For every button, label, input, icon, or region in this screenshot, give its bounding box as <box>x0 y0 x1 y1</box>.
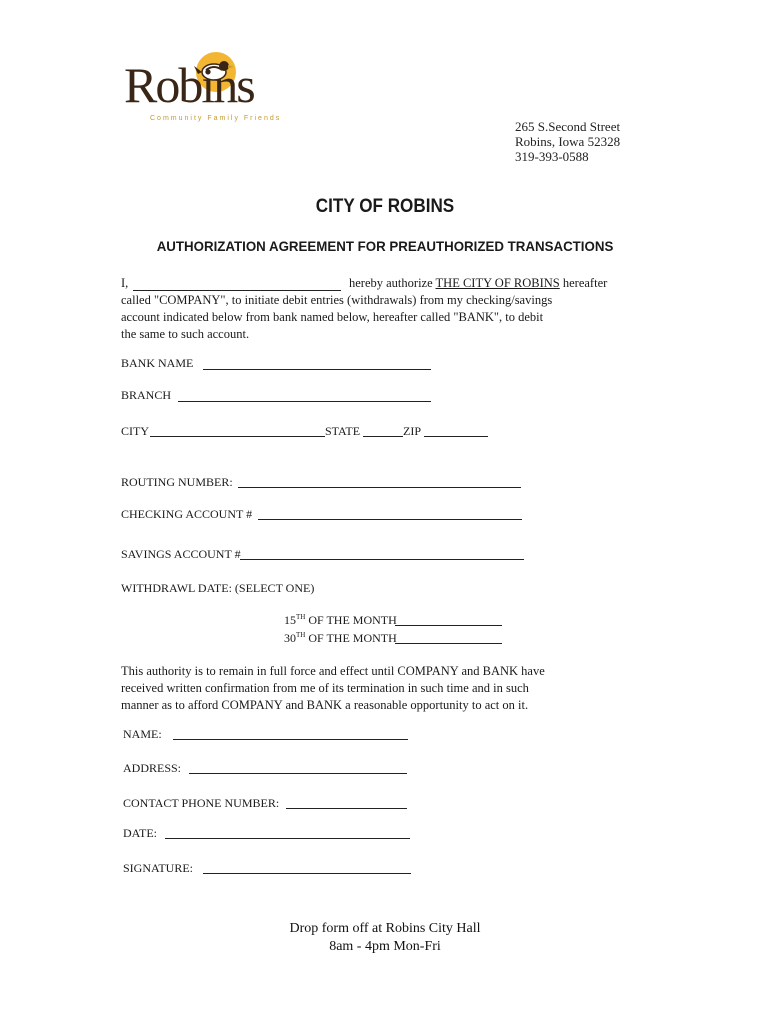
routing-field[interactable] <box>238 487 521 488</box>
bank-name-field[interactable] <box>203 369 431 370</box>
contact-phone-label: CONTACT PHONE NUMBER: <box>123 796 280 810</box>
address-phone: 319-393-0588 <box>515 149 589 164</box>
branch-field[interactable] <box>178 401 431 402</box>
date-label: DATE: <box>123 826 157 840</box>
signature-label: SIGNATURE: <box>123 861 194 875</box>
savings-label: SAVINGS ACCOUNT # <box>121 547 241 561</box>
option-15th-field[interactable] <box>395 625 502 626</box>
address-label: ADDRESS: <box>123 761 182 775</box>
intro-line-3: account indicated below from bank named below, hereafter called "BANK", to debit <box>121 310 544 324</box>
signature-field[interactable] <box>203 873 411 874</box>
city-field[interactable] <box>150 436 325 437</box>
page-subtitle: AUTHORIZATION AGREEMENT FOR PREAUTHORIZED TRANSACTIONS <box>156 238 614 254</box>
contact-phone-field[interactable] <box>286 808 407 809</box>
name-field[interactable] <box>173 739 408 740</box>
date-field[interactable] <box>165 838 410 839</box>
state-label: STATE <box>325 424 361 438</box>
zip-field[interactable] <box>424 436 488 437</box>
authority-line-1: This authority is to remain in full force and effect until COMPANY and BANK have <box>121 664 545 678</box>
name-label: NAME: <box>123 727 162 741</box>
page-title: CITY OF ROBINS <box>315 196 455 217</box>
checking-field[interactable] <box>258 519 522 520</box>
option-15th: 15TH OF THE MONTH <box>284 613 397 627</box>
footer-dropoff: Drop form off at Robins City Hall <box>289 921 481 936</box>
footer-hours: 8am - 4pm Mon-Fri <box>329 939 441 954</box>
checking-label: CHECKING ACCOUNT # <box>121 507 253 521</box>
branch-label: BRANCH <box>121 388 172 402</box>
routing-label: ROUTING NUMBER: <box>121 475 233 489</box>
address-street: 265 S.Second Street <box>515 119 621 134</box>
authority-line-2: received written confirmation from me of its termination in such time and in such <box>121 681 529 695</box>
intro-i-label: I, <box>121 276 129 290</box>
intro-authorize-text: hereby authorize THE CITY OF ROBINS hereafter <box>349 276 608 290</box>
option-30th-field[interactable] <box>395 643 502 644</box>
address-city-state: Robins, Iowa 52328 <box>515 134 621 149</box>
intro-line-4: the same to such account. <box>121 327 250 341</box>
state-field[interactable] <box>363 436 403 437</box>
zip-label: ZIP <box>403 424 421 438</box>
authority-line-3: manner as to afford COMPANY and BANK a reasonable opportunity to act on it. <box>121 698 529 712</box>
city-label: CITY <box>121 424 149 438</box>
intro-city-name: THE CITY OF ROBINS <box>435 276 560 290</box>
withdrawl-label: WITHDRAWL DATE: (SELECT ONE) <box>121 581 315 595</box>
savings-field[interactable] <box>240 559 524 560</box>
authorizer-name-field[interactable] <box>133 290 341 291</box>
logo-wordmark: Robins <box>124 57 254 113</box>
logo-tagline: Community Family Friends <box>150 115 282 122</box>
bank-name-label: BANK NAME <box>121 356 194 370</box>
intro-line-2: called "COMPANY", to initiate debit entries (withdrawals) from my checking/savings <box>121 293 553 307</box>
option-30th: 30TH OF THE MONTH <box>284 631 397 645</box>
address-field[interactable] <box>189 773 407 774</box>
